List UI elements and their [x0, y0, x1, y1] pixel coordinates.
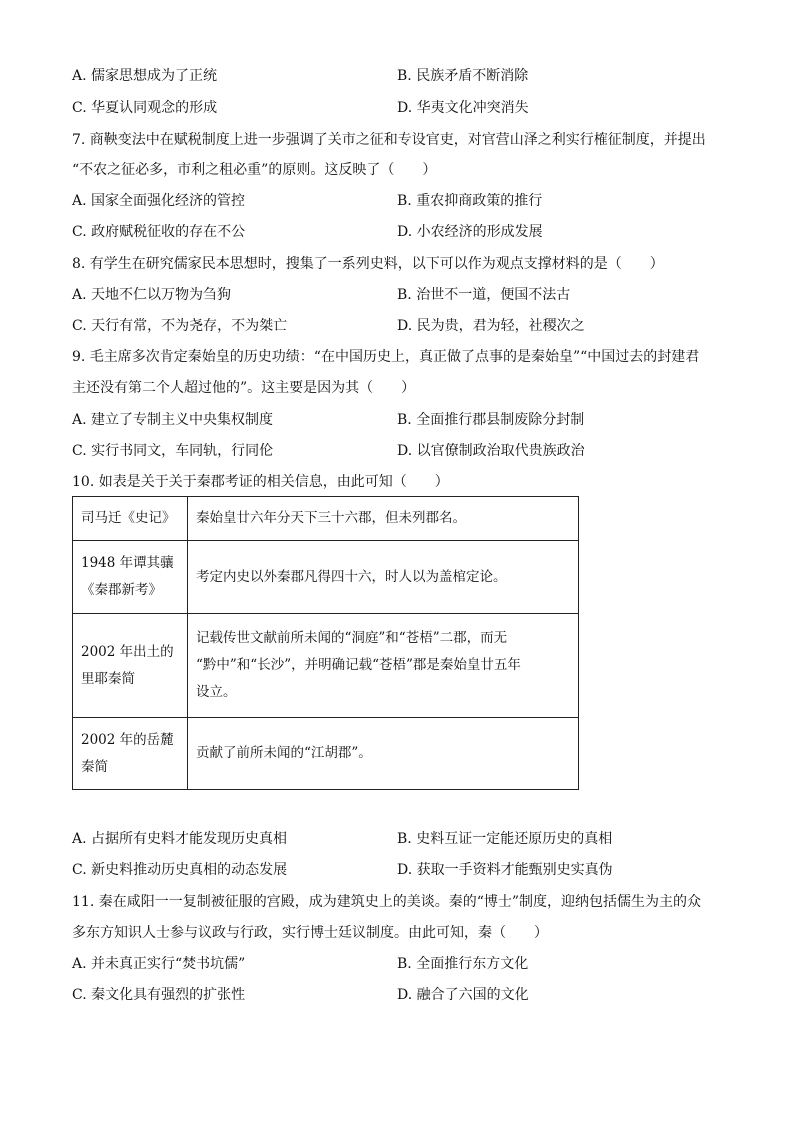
q9-option-a: A. 建立了专制主义中央集权制度 — [72, 412, 274, 428]
table-row — [73, 718, 579, 790]
q10-option-c: C. 新史料推动历史真相的动态发展 — [72, 862, 288, 878]
content-line-2: “黔中”和“长沙”，并明确记载“苍梧”郡是秦始皇廿五年 — [196, 657, 521, 673]
table-content-cell — [188, 497, 579, 541]
q9-stem-line-1: 9. 毛主席多次肯定秦始皇的历史功绩：“在中国历史上，真正做了点事的是秦始皇”“中国过去的封建君 — [72, 349, 700, 365]
source-line-1: 2002 年的岳麓 — [81, 731, 174, 748]
q7-option-d: D. 小农经济的形成发展 — [397, 224, 543, 240]
content-line-3: 设立。 — [196, 684, 237, 700]
q8-option-d: D. 民为贵，君为轻，社稷次之 — [397, 318, 585, 334]
q6-option-b: B. 民族矛盾不断消除 — [397, 68, 529, 84]
q9-stem-line-2: 主还没有第二个人超过他的”。这主要是因为其（ ） — [72, 380, 416, 396]
source-line-2: 里耶秦简 — [81, 670, 135, 687]
q9-option-c: C. 实行书同文，车同轨，行同伦 — [72, 443, 274, 459]
qin-commandery-table — [72, 496, 579, 790]
content-line-1: 记载传世文献前所未闻的“洞庭”和“苍梧”二郡，而无 — [196, 630, 508, 646]
table-content-cell — [188, 541, 579, 614]
content-line-1: 贡献了前所未闻的“江胡郡”。 — [196, 745, 372, 761]
q11-option-d: D. 融合了六国的文化 — [397, 987, 529, 1003]
table-row — [73, 541, 579, 614]
q7-option-b: B. 重农抑商政策的推行 — [397, 193, 543, 209]
q7-stem-line-1: 7. 商鞅变法中在赋税制度上进一步强调了关市之征和专设官吏，对官营山泽之利实行榷征制度，并提出 — [72, 132, 706, 148]
table-source-cell — [73, 541, 188, 614]
q11-option-b: B. 全面推行东方文化 — [397, 956, 529, 972]
q7-option-c: C. 政府赋税征收的存在不公 — [72, 224, 246, 240]
source-line-2: 《秦郡新考》 — [81, 582, 162, 598]
q7-option-a: A. 国家全面强化经济的管控 — [72, 193, 246, 209]
q8-option-a: A. 天地不仁以万物为刍狗 — [72, 287, 232, 303]
source-line-1: 司马迁《史记》 — [81, 510, 176, 526]
table-content-cell — [188, 614, 579, 718]
source-line-1: 1948 年谭其骧 — [81, 555, 174, 571]
q10-option-a: A. 占据所有史料才能发现历史真相 — [72, 831, 288, 847]
q6-option-c: C. 华夏认同观念的形成 — [72, 100, 218, 116]
q8-option-c: C. 天行有常，不为尧存，不为桀亡 — [72, 318, 288, 334]
q11-stem-line-2: 多东方知识人士参与议政与行政，实行博士廷议制度。由此可知，秦（ ） — [72, 925, 548, 941]
source-line-1: 2002 年出土的 — [81, 643, 174, 660]
table-source-cell — [73, 614, 188, 718]
content-line-1: 秦始皇廿六年分天下三十六郡，但未列郡名。 — [196, 510, 466, 526]
table-source-cell — [73, 497, 188, 541]
source-line-2: 秦简 — [81, 758, 108, 775]
q8-stem-line-1: 8. 有学生在研究儒家民本思想时，搜集了一系列史料，以下可以作为观点支撑材料的是（ ） — [72, 256, 664, 272]
q10-option-b: B. 史料互证一定能还原历史的真相 — [397, 831, 613, 847]
q6-option-d: D. 华夷文化冲突消失 — [397, 100, 529, 116]
q11-option-a: A. 并未真正实行“焚书坑儒” — [72, 956, 246, 972]
q9-option-d: D. 以官僚制政治取代贵族政治 — [397, 443, 585, 459]
content-line-1: 考定内史以外秦郡凡得四十六，时人以为盖棺定论。 — [196, 568, 507, 585]
table-row — [73, 614, 579, 718]
q6-option-a: A. 儒家思想成为了正统 — [72, 68, 218, 84]
table-content-cell — [188, 718, 579, 790]
q10-option-d: D. 获取一手资料才能甄别史实真伪 — [397, 862, 613, 878]
q9-option-b: B. 全面推行郡县制废除分封制 — [397, 412, 585, 428]
q7-stem-line-2: “不农之征必多，市利之租必重”的原则。这反映了（ ） — [72, 162, 437, 178]
q8-option-b: B. 治世不一道，便国不法古 — [397, 287, 571, 303]
q10-stem-line-1: 10. 如表是关于关于秦郡考证的相关信息，由此可知（ ） — [72, 474, 449, 490]
table-source-cell — [73, 718, 188, 790]
q11-option-c: C. 秦文化具有强烈的扩张性 — [72, 987, 246, 1003]
q11-stem-line-1: 11. 秦在咸阳一一复制被征服的宫殿，成为建筑史上的美谈。秦的“博士”制度，迎纳包括儒生为主的众 — [72, 894, 702, 910]
table-row — [73, 497, 579, 541]
